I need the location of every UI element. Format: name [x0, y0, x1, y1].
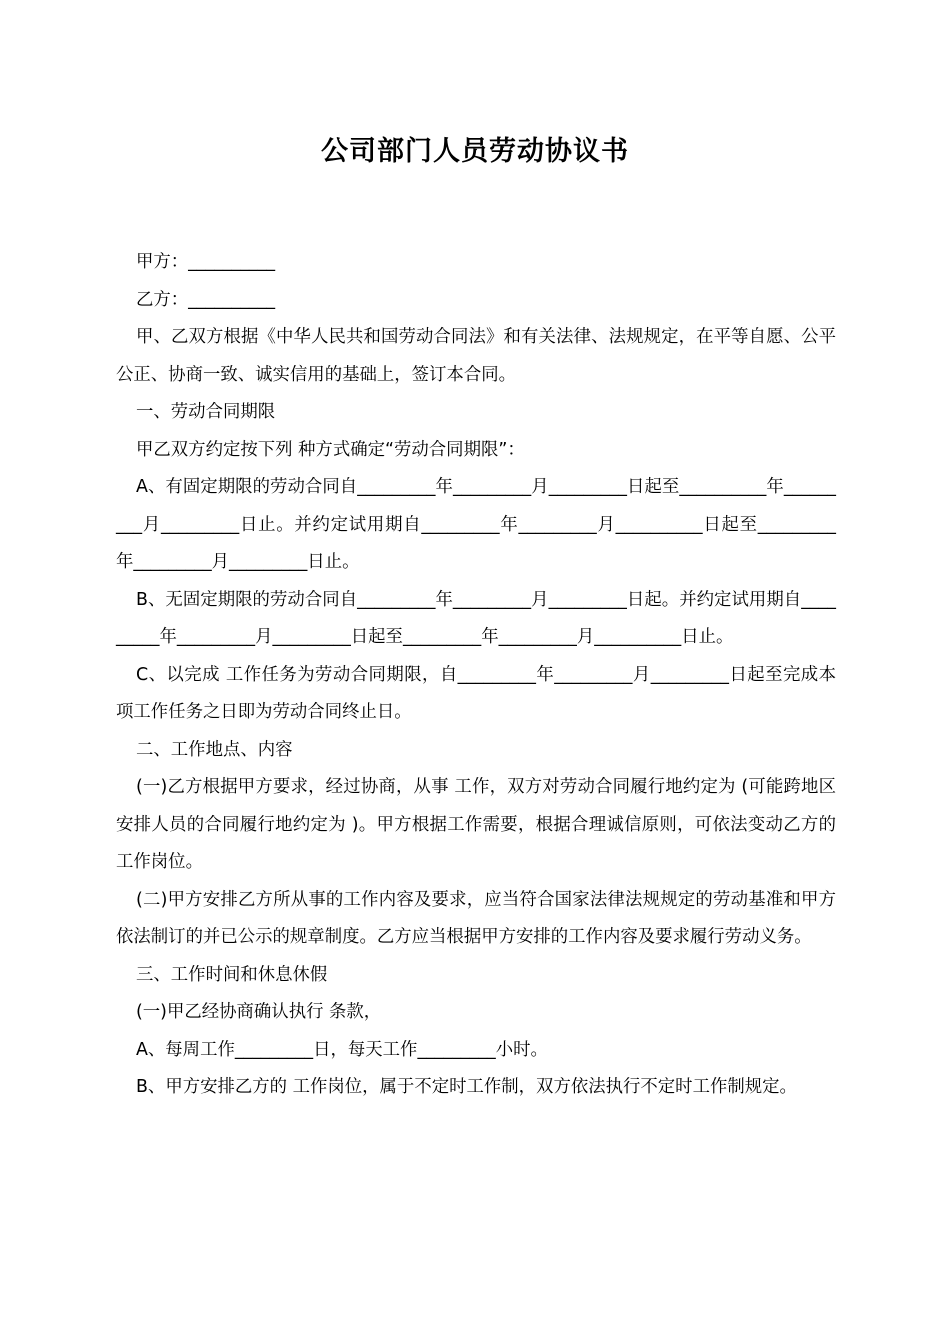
- party-a-line: 甲方：__________: [136, 252, 276, 272]
- section-heading-workplace: 二、工作地点、内容: [136, 739, 293, 760]
- workplace-clause-2: (二)甲方安排乙方所从事的工作内容及要求，应当符合国家法律法规规定的劳动基准和甲方依法制订的并已公示的规章制度。乙方应当根据甲方安排的工作内容及要求履行劳动义务。: [116, 889, 836, 947]
- party-b-line: 乙方：__________: [136, 289, 276, 310]
- section-heading-work-hours: 三、工作时间和休息休假: [136, 964, 328, 985]
- work-hours-clause-1: (一)甲乙经协商确认执行 条款，: [136, 1002, 382, 1022]
- contract-term-intro: 甲乙双方约定按下列 种方式确定“劳动合同期限”：: [136, 439, 525, 460]
- work-hours-option-b: B、甲方安排乙方的 工作岗位，属于不定时工作制，双方依法执行不定时工作制规定。: [136, 1077, 797, 1097]
- workplace-clause-1: (一)乙方根据甲方要求，经过协商，从事 工作，双方对劳动合同履行地约定为 (可能跨地区安排人员的合同履行地约定为 )。甲方根据工作需要，根据合理诚信原则，可依法变动乙方的工作岗位。: [116, 777, 836, 872]
- work-hours-option-a: A、每周工作_________日，每天工作_________小时。: [136, 1039, 548, 1060]
- clause-c-task-term: C、以完成 工作任务为劳动合同期限，自_________年_________月_________日起至完成本项工作任务之日即为劳动合同终止日。: [116, 664, 836, 722]
- document-body: [116, 244, 836, 1107]
- document-title: 公司部门人员劳动协议书: [321, 136, 629, 167]
- clause-a-fixed-term: A、有固定期限的劳动合同自_________年_________月_________日起至__________年_________月_________日止。并约定试用期自_________年_________月__________日起至_________年_________月_________日止。: [116, 477, 836, 572]
- section-heading-contract-term: 一、劳动合同期限: [136, 402, 276, 422]
- preamble-paragraph: 甲、乙双方根据《中华人民共和国劳动合同法》和有关法律、法规规定，在平等自愿、公平公正、协商一致、诚实信用的基础上，签订本合同。: [116, 327, 836, 385]
- clause-b-open-term: B、无固定期限的劳动合同自_________年_________月_________日起。并约定试用期自_________年_________月_________日起至_________年_________月__________日止。: [116, 589, 836, 647]
